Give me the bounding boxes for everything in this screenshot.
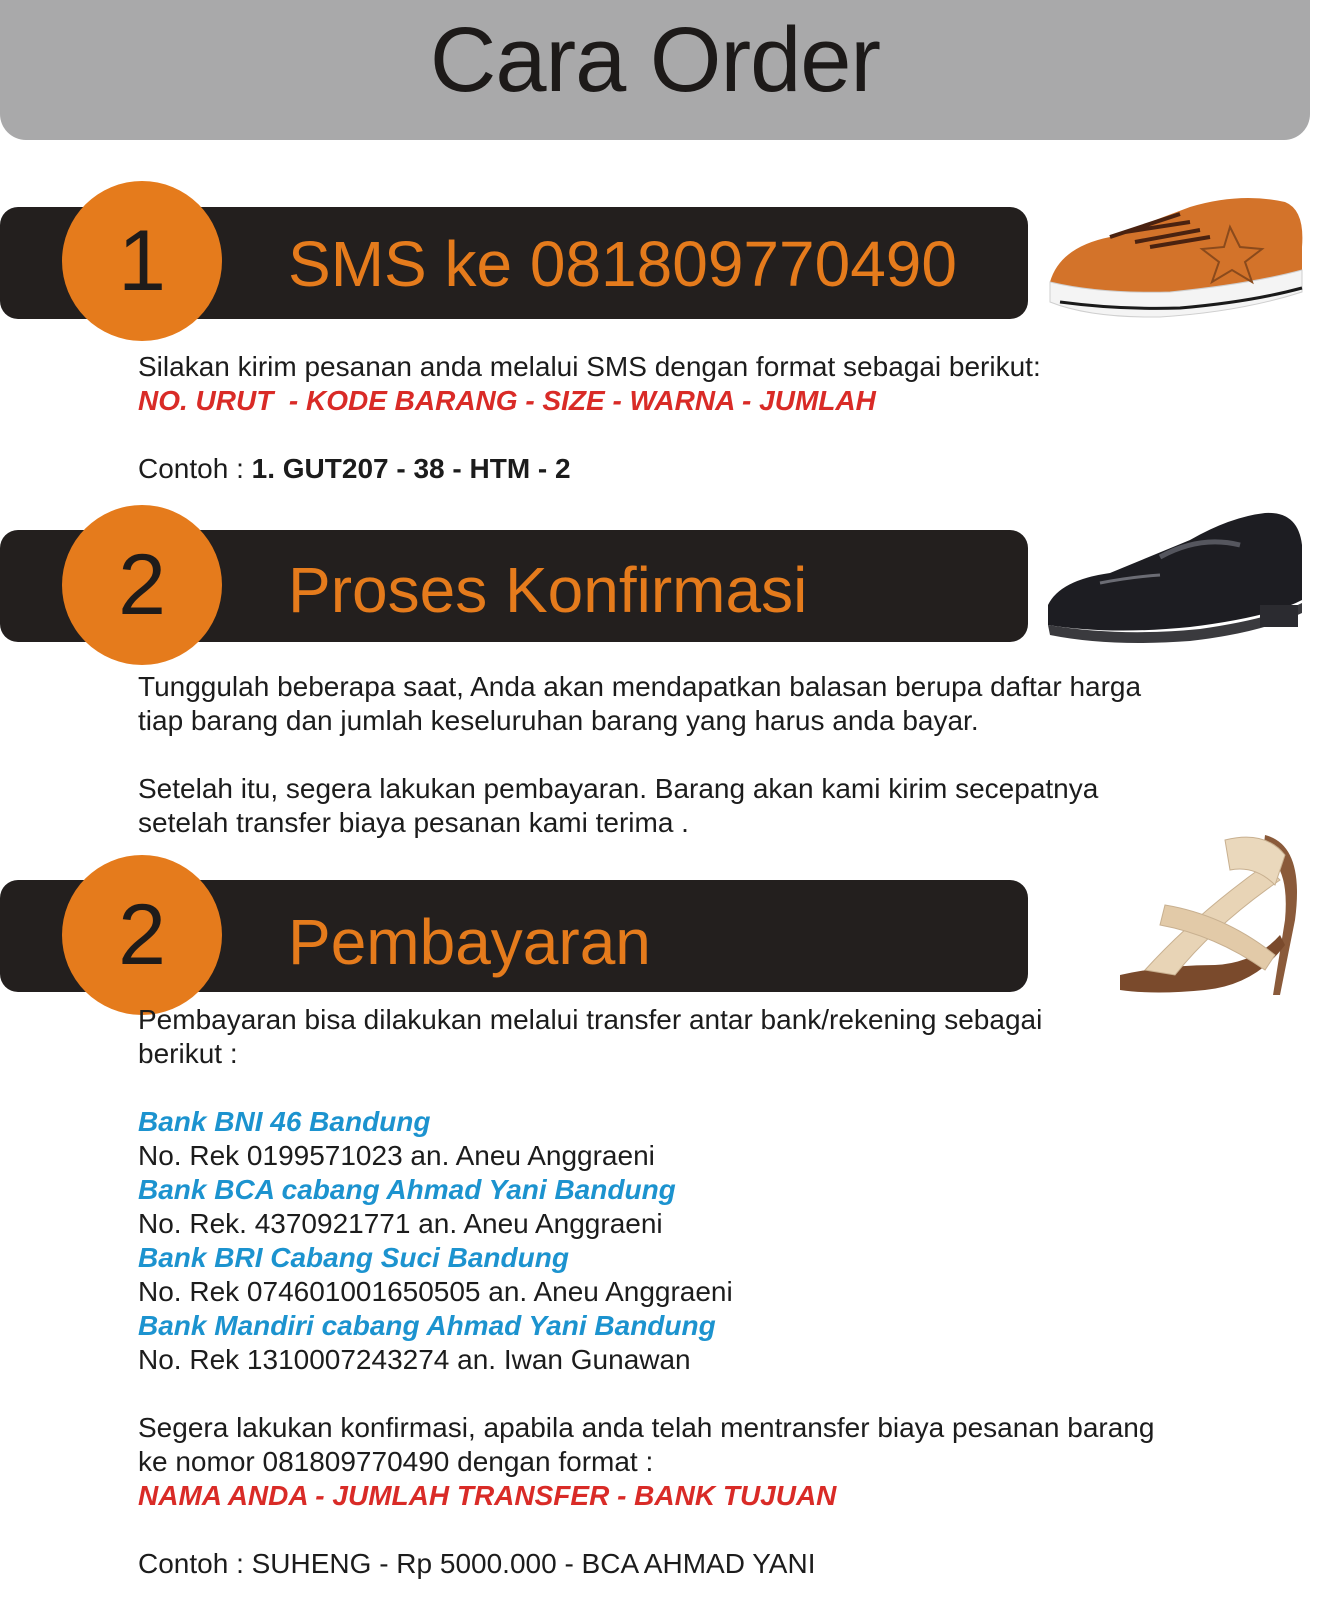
sms-format: NO. URUT - KODE BARANG - SIZE - WARNA - JUMLAH bbox=[138, 385, 876, 416]
page-title: Cara Order bbox=[429, 8, 881, 111]
step-3-title: Pembayaran bbox=[288, 906, 651, 978]
confirm-example: Contoh : SUHENG - Rp 5000.000 - BCA AHMAD YANI bbox=[138, 1548, 816, 1579]
step-1-example bbox=[138, 452, 1278, 486]
step-3-intro-line2: berikut : bbox=[138, 1038, 238, 1069]
step-2-para1-line2: tiap barang dan jumlah keseluruhan barang yang harus anda bayar. bbox=[138, 705, 979, 736]
step-2-para1-line1: Tunggulah beberapa saat, Anda akan mendapatkan balasan berupa daftar harga bbox=[138, 671, 1142, 702]
step-1-intro: Silakan kirim pesanan anda melalui SMS dengan format sebagai berikut: bbox=[138, 351, 1041, 382]
bank-bca-account: No. Rek. 4370921771 an. Aneu Anggraeni bbox=[138, 1208, 663, 1239]
step-2-para2-line1: Setelah itu, segera lakukan pembayaran. Barang akan kami kirim secepatnya bbox=[138, 773, 1099, 804]
black-loafer-image bbox=[1040, 505, 1310, 655]
bank-mandiri-name: Bank Mandiri cabang Ahmad Yani Bandung bbox=[138, 1310, 716, 1341]
orange-sneaker-image bbox=[1040, 152, 1310, 352]
step-2-title: Proses Konfirmasi bbox=[288, 554, 808, 626]
step-1-number-badge: 1 bbox=[62, 181, 222, 341]
step-2-number-badge: 2 bbox=[62, 505, 222, 665]
title-banner bbox=[0, 0, 1310, 140]
bank-bri-name: Bank BRI Cabang Suci Bandung bbox=[138, 1242, 569, 1273]
bank-bni-account: No. Rek 0199571023 an. Aneu Anggraeni bbox=[138, 1140, 655, 1171]
step-1-instructions bbox=[138, 350, 1278, 486]
example-value: 1. GUT207 - 38 - HTM - 2 bbox=[251, 453, 571, 484]
step-3-instructions bbox=[138, 1003, 1278, 1581]
step-2-para2-line2: setelah transfer biaya pesanan kami terima . bbox=[138, 807, 689, 838]
bank-bca-name: Bank BCA cabang Ahmad Yani Bandung bbox=[138, 1174, 676, 1205]
confirm-line1: Segera lakukan konfirmasi, apabila anda telah mentransfer biaya pesanan barang bbox=[138, 1412, 1155, 1443]
confirm-line2: ke nomor 081809770490 dengan format : bbox=[138, 1446, 654, 1477]
step-3-intro-line1: Pembayaran bisa dilakukan melalui transfer antar bank/rekening sebagai bbox=[138, 1004, 1043, 1035]
beige-heeled-sandal-image bbox=[1115, 825, 1315, 1005]
bank-mandiri-account: No. Rek 1310007243274 an. Iwan Gunawan bbox=[138, 1344, 691, 1375]
example-label: Contoh : bbox=[138, 453, 252, 484]
confirm-format: NAMA ANDA - JUMLAH TRANSFER - BANK TUJUAN bbox=[138, 1480, 837, 1511]
bank-bri-account: No. Rek 074601001650505 an. Aneu Anggraeni bbox=[138, 1276, 733, 1307]
bank-bni-name: Bank BNI 46 Bandung bbox=[138, 1106, 431, 1137]
step-2-instructions bbox=[138, 670, 1278, 840]
step-3-number-badge: 2 bbox=[62, 855, 222, 1015]
step-1-title: SMS ke 081809770490 bbox=[288, 228, 957, 300]
